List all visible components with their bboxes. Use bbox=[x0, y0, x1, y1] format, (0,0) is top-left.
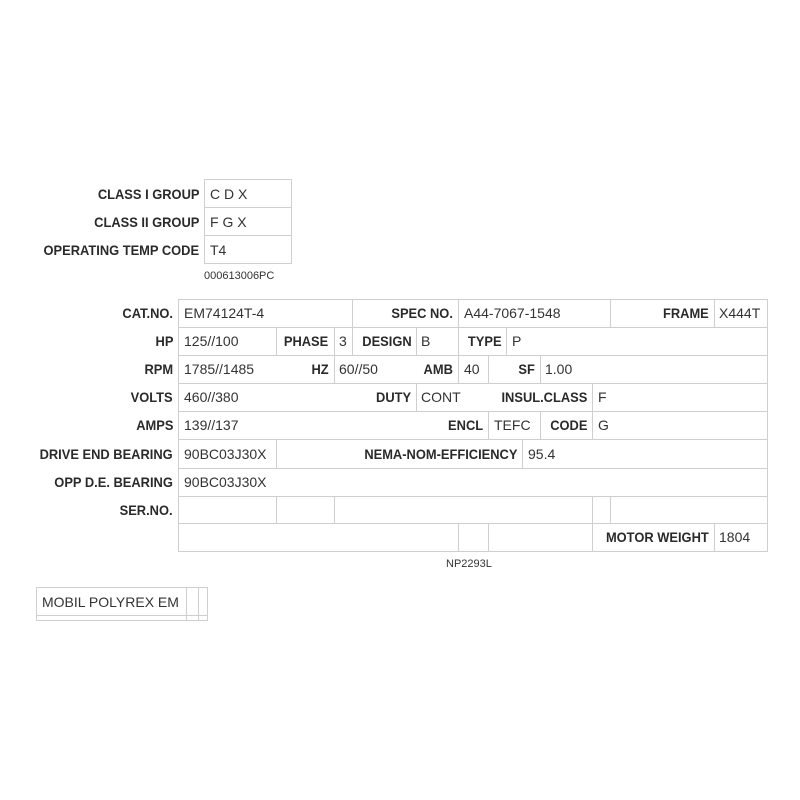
class2-label: CLASS II GROUP bbox=[93, 214, 199, 230]
phase-label: PHASE bbox=[283, 333, 328, 349]
grid-line bbox=[522, 439, 523, 468]
insul-class-label: INSUL.CLASS bbox=[501, 389, 587, 405]
grid-line bbox=[204, 263, 292, 264]
grid-line bbox=[488, 523, 489, 551]
grid-line bbox=[352, 299, 353, 327]
insul-class-value: F bbox=[598, 389, 607, 405]
type-label: TYPE bbox=[468, 333, 502, 349]
grid-line bbox=[416, 327, 417, 355]
encl-value: TEFC bbox=[494, 417, 531, 433]
grid-line bbox=[36, 587, 37, 621]
opp-de-bearing-value: 90BC03J30X bbox=[184, 474, 267, 490]
grid-line bbox=[36, 587, 208, 588]
temp-code-value: T4 bbox=[210, 242, 227, 258]
grid-line bbox=[178, 299, 179, 552]
grid-line bbox=[592, 523, 593, 551]
grid-line bbox=[714, 523, 715, 551]
grid-line bbox=[291, 179, 292, 264]
opp-de-bearing-label: OPP D.E. BEARING bbox=[54, 474, 173, 490]
grid-line bbox=[276, 327, 277, 355]
grid-line bbox=[178, 383, 768, 384]
grid-line bbox=[352, 327, 353, 355]
grid-line bbox=[178, 523, 768, 524]
drive-end-bearing-value: 90BC03J30X bbox=[184, 446, 267, 462]
grid-line bbox=[506, 327, 507, 355]
sf-value: 1.00 bbox=[545, 361, 573, 377]
rpm-label: RPM bbox=[144, 361, 173, 377]
class1-label: CLASS I GROUP bbox=[97, 186, 199, 202]
specno-label: SPEC NO. bbox=[391, 305, 453, 321]
hp-value: 125//100 bbox=[184, 333, 239, 349]
duty-value: CONT bbox=[421, 389, 461, 405]
grid-line bbox=[178, 411, 768, 412]
grid-line bbox=[540, 411, 541, 439]
grid-line bbox=[610, 496, 611, 523]
hz-label: HZ bbox=[311, 361, 329, 377]
sf-label: SF bbox=[518, 361, 535, 377]
grid-line bbox=[178, 299, 768, 300]
grid-line bbox=[458, 299, 459, 327]
grid-line bbox=[592, 383, 593, 411]
grid-line bbox=[186, 587, 187, 621]
frame-value: X444T bbox=[719, 305, 761, 321]
grid-line bbox=[178, 468, 768, 469]
amb-label: AMB bbox=[423, 361, 453, 377]
grid-line bbox=[592, 496, 593, 523]
grid-line bbox=[207, 587, 208, 621]
specno-value: A44-7067-1548 bbox=[464, 305, 561, 321]
frame-label: FRAME bbox=[663, 305, 709, 321]
grid-line bbox=[204, 207, 292, 208]
amps-label: AMPS bbox=[135, 417, 173, 433]
grid-line bbox=[334, 327, 335, 355]
grid-line bbox=[36, 615, 208, 616]
grid-line bbox=[714, 299, 715, 327]
hz-value: 60//50 bbox=[339, 361, 378, 377]
serno-label: SER.NO. bbox=[120, 502, 173, 518]
motor-weight-value: 1804 bbox=[719, 529, 751, 545]
grid-line bbox=[178, 496, 768, 497]
hazard-part-number: 000613006PC bbox=[204, 270, 275, 282]
nema-efficiency-value: 95.4 bbox=[528, 446, 556, 462]
encl-label: ENCL bbox=[447, 417, 483, 433]
grid-line bbox=[334, 355, 335, 383]
grid-line bbox=[592, 411, 593, 439]
phase-value: 3 bbox=[339, 333, 347, 349]
code-value: G bbox=[598, 417, 609, 433]
grid-line bbox=[488, 411, 489, 439]
grid-line bbox=[767, 299, 768, 552]
grid-line bbox=[204, 235, 292, 236]
class1-value: C D X bbox=[210, 186, 248, 202]
amps-value: 139//137 bbox=[184, 417, 239, 433]
grid-line bbox=[178, 327, 768, 328]
hp-label: HP bbox=[155, 333, 173, 349]
design-label: DESIGN bbox=[362, 333, 412, 349]
grid-line bbox=[540, 355, 541, 383]
grid-line bbox=[276, 496, 277, 523]
lubricant-value: MOBIL POLYREX EM bbox=[42, 594, 179, 610]
grid-line bbox=[178, 355, 768, 356]
grid-line bbox=[458, 327, 459, 355]
rpm-value: 1785//1485 bbox=[184, 361, 255, 377]
grid-line bbox=[416, 383, 417, 411]
nema-efficiency-label: NEMA-NOM-EFFICIENCY bbox=[363, 446, 517, 462]
volts-label: VOLTS bbox=[131, 389, 173, 405]
class2-value: F G X bbox=[210, 214, 247, 230]
catno-value: EM74124T-4 bbox=[184, 305, 265, 321]
grid-line bbox=[458, 355, 459, 383]
grid-line bbox=[276, 439, 277, 468]
duty-label: DUTY bbox=[375, 389, 411, 405]
grid-line bbox=[178, 551, 768, 552]
plate-number: NP2293L bbox=[446, 558, 492, 570]
design-value: B bbox=[421, 333, 431, 349]
code-label: CODE bbox=[549, 417, 587, 433]
type-value: P bbox=[512, 333, 522, 349]
drive-end-bearing-label: DRIVE END BEARING bbox=[39, 446, 173, 462]
grid-line bbox=[334, 496, 335, 523]
grid-line bbox=[488, 355, 489, 383]
grid-line bbox=[458, 523, 459, 551]
grid-line bbox=[204, 179, 205, 264]
grid-line bbox=[36, 620, 208, 621]
catno-label: CAT.NO. bbox=[122, 305, 173, 321]
volts-value: 460//380 bbox=[184, 389, 239, 405]
motor-weight-label: MOTOR WEIGHT bbox=[606, 529, 709, 545]
amb-value: 40 bbox=[464, 361, 480, 377]
grid-line bbox=[204, 179, 292, 180]
grid-line bbox=[198, 587, 199, 621]
temp-code-label: OPERATING TEMP CODE bbox=[43, 242, 199, 258]
grid-line bbox=[610, 299, 611, 327]
grid-line bbox=[178, 439, 768, 440]
